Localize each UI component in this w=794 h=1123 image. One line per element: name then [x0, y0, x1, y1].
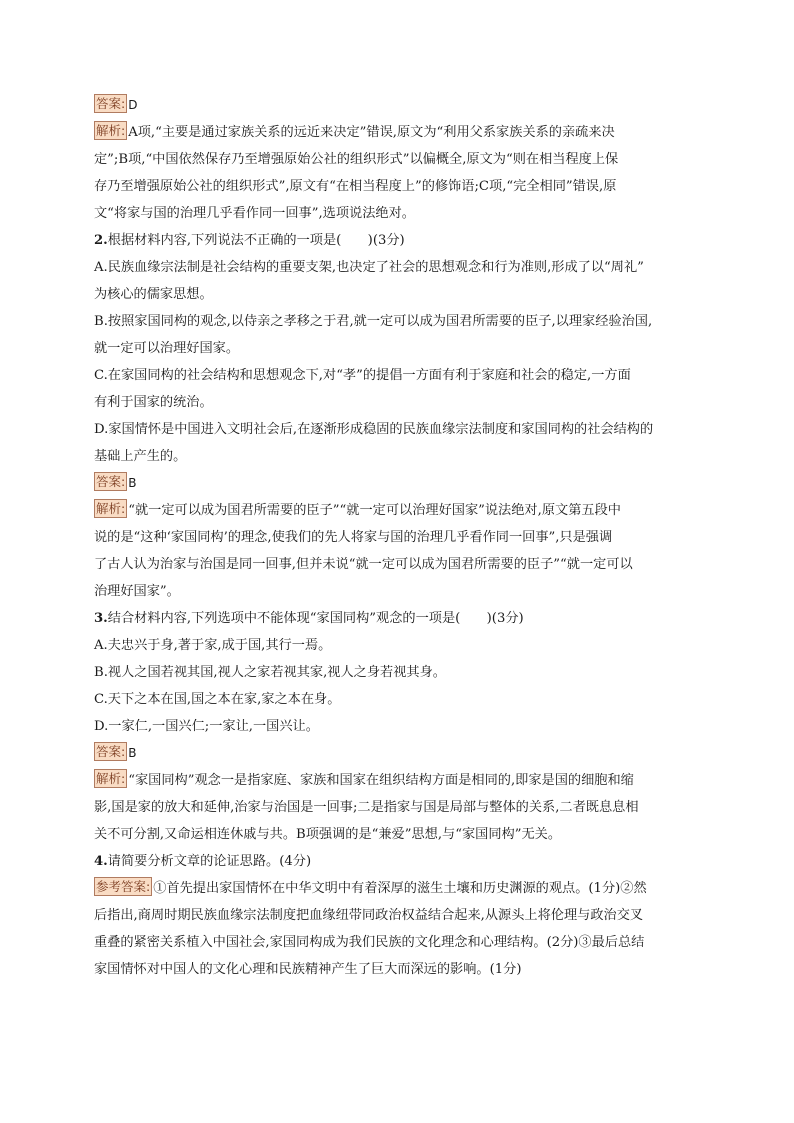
- analysis-text: “就一定可以成为国君所需要的臣子”“就一定可以治理好国家”说法绝对,原文第五段中: [128, 503, 621, 518]
- option-line: A.夫忠兴于身,著于家,成于国,其行一焉。: [94, 638, 332, 653]
- question-number: 4.: [94, 854, 108, 869]
- option-line: C.在家国同构的社会结构和思想观念下,对“孝”的提倡一方面有利于家庭和社会的稳定,一方面: [94, 368, 631, 383]
- analysis-text: “家国同构”观念一是指家庭、家族和国家在组织结构方面是相同的,即家是国的细胞和缩: [128, 773, 634, 788]
- question-number: 2.: [94, 233, 108, 248]
- answer-value: D: [128, 98, 138, 112]
- answer-value: B: [128, 746, 137, 760]
- answer-value: B: [128, 476, 137, 490]
- option-line: D.家国情怀是中国进入文明社会后,在逐渐形成稳固的民族血缘宗法制度和家国同构的社会结构的: [94, 422, 654, 437]
- option-line: D.一家仁,一国兴仁;一家让,一国兴让。: [94, 719, 319, 734]
- answer-line: [94, 740, 702, 767]
- analysis-tag: 解析:: [96, 123, 126, 138]
- reference-text: 家国情怀对中国人的文化心理和民族精神产生了巨大而深远的影响。(1分): [94, 962, 522, 977]
- question-2: [94, 227, 702, 254]
- option-line: 有利于国家的统治。: [94, 395, 213, 410]
- analysis-line: [94, 767, 702, 794]
- option-line: B.视人之国若视其国,视人之家若视其家,视人之身若视其身。: [94, 665, 446, 680]
- option-line: C.天下之本在国,国之本在家,家之本在身。: [94, 692, 341, 707]
- question-3: [94, 605, 702, 632]
- answer-line: [94, 92, 702, 119]
- question-text: 根据材料内容,下列说法不正确的一项是( )(3分): [107, 233, 405, 248]
- analysis-text: 了古人认为治家与治国是同一回事,但并未说“就一定可以成为国君所需要的臣子”“就一定可以: [94, 557, 633, 572]
- option-line: 就一定可以治理好国家。: [94, 341, 240, 356]
- answer-tag: 答案:: [96, 96, 126, 111]
- analysis-text: 存乃至增强原始公社的组织形式”,原文有“在相当程度上”的修饰语;C项,“完全相同”错误,原: [94, 179, 617, 194]
- analysis-text: 影,国是家的放大和延伸,治家与治国是一回事;二是指家与国是局部与整体的关系,二者既息息相: [94, 800, 639, 815]
- analysis-text: 文“将家与国的治理几乎看作同一回事”,选项说法绝对。: [94, 206, 415, 221]
- analysis-line: [94, 119, 702, 146]
- analysis-text: 治理好国家”。: [94, 584, 180, 599]
- reference-line: [94, 875, 702, 902]
- option-line: 基础上产生的。: [94, 449, 187, 464]
- option-line: B.按照家国同构的观念,以侍亲之孝移之于君,就一定可以成为国君所需要的臣子,以理家经验治国,: [94, 314, 653, 329]
- answer-tag: 答案:: [96, 474, 126, 489]
- analysis-text: 说的是“这种‘家国同构’的理念,使我们的先人将家与国的治理几乎看作同一回事”,只是强调: [94, 530, 613, 545]
- reference-text: 后指出,商周时期民族血缘宗法制度把血缘纽带同政治权益结合起来,从源头上将伦理与政治交叉: [94, 908, 644, 923]
- analysis-text: 定”;B项,“中国依然保存乃至增强原始公社的组织形式”以偏概全,原文为“则在相当程度上保: [94, 152, 619, 167]
- answer-tag: 答案:: [96, 744, 126, 759]
- option-line: A.民族血缘宗法制是社会结构的重要支架,也决定了社会的思想观念和行为准则,形成了以“周礼”: [94, 260, 644, 275]
- question-number: 3.: [94, 611, 108, 626]
- document-page: [94, 92, 702, 983]
- option-line: 为核心的儒家思想。: [94, 287, 213, 302]
- reference-text: ①首先提出家国情怀在中华文明中有着深厚的滋生土壤和历史渊源的观点。(1分)②然: [153, 881, 647, 896]
- analysis-tag: 解析:: [96, 771, 126, 786]
- analysis-text: 关不可分割,又命运相连休戚与共。B项强调的是“兼爱”思想,与“家国同构”无关。: [94, 827, 562, 842]
- question-text: 请简要分析文章的论证思路。(4分): [107, 854, 312, 869]
- analysis-tag: 解析:: [96, 501, 126, 516]
- reference-answer-tag: 参考答案:: [96, 879, 151, 894]
- analysis-text: A项,“主要是通过家族关系的远近来决定”错误,原文为“利用父系家族关系的亲疏来决: [128, 125, 615, 140]
- question-4: [94, 848, 702, 875]
- answer-line: [94, 470, 702, 497]
- analysis-line: [94, 497, 702, 524]
- question-text: 结合材料内容,下列选项中不能体现“家国同构”观念的一项是( )(3分): [107, 611, 524, 626]
- reference-text: 重叠的紧密关系植入中国社会,家国同构成为我们民族的文化理念和心理结构。(2分)③最后总结: [94, 935, 645, 950]
